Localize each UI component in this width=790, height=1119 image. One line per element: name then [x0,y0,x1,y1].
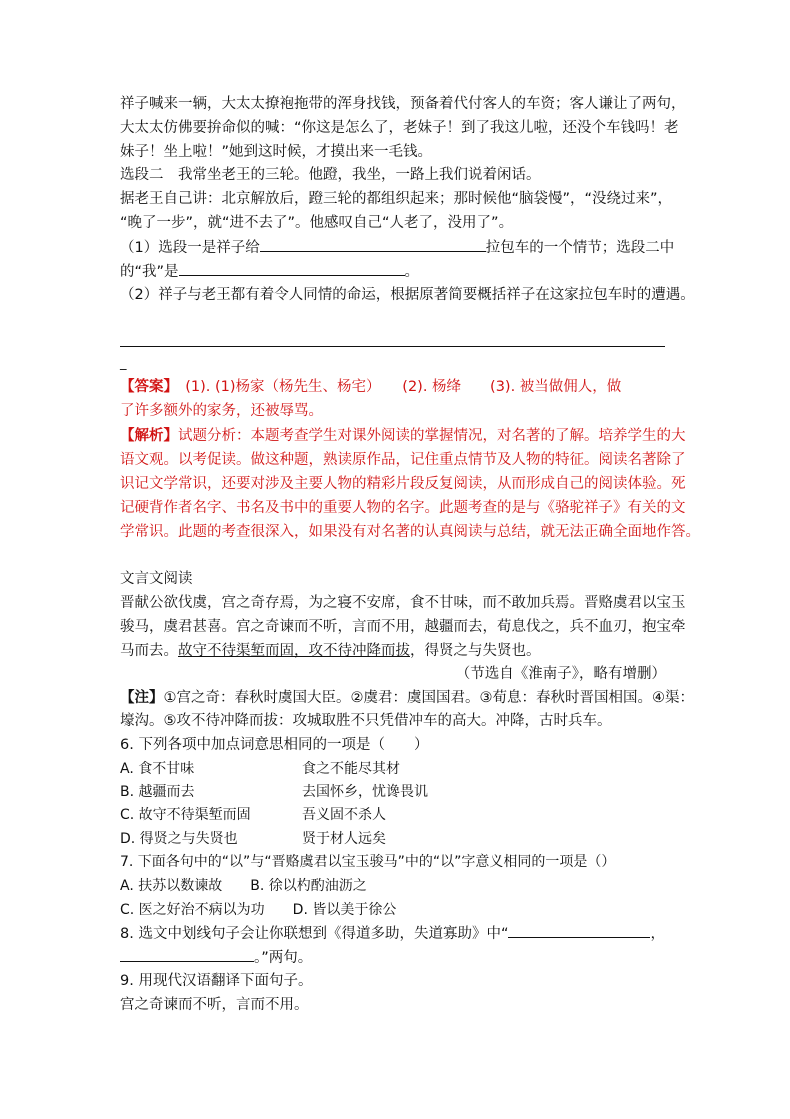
question-1-line [120,260,419,283]
question-8-text: 。”两句。 [254,950,313,966]
question-1-text: （1）选段一是祥子给 [120,240,260,256]
question-7-options[interactable]: A. 扶苏以数谏故 B. 徐以杓酌油沥之 [120,878,367,894]
question-1-text: 。 [404,264,420,280]
answer-blank[interactable] [260,236,486,252]
answer-line [120,376,621,398]
option-b-pair: 去国怀乡，忧谗畏讥 [302,784,428,800]
question-8-text: 8. 选文中划线句子会让你联想到《得道多助，失道寡助》中“ [120,926,509,942]
note-text: 壕沟。⑤攻不待冲降而拔：攻城取胜不只凭借冲车的高大。冲降，古时兵车。 [120,713,612,729]
answer-text: (1). (1)杨家（杨先生、杨宅） (2). 杨绛 (3). 被当做佣人，做 [170,379,622,395]
question-6-stem: 6. 下列各项中加点词意思相同的一项是（ ） [120,737,429,753]
answer-text: 了许多额外的家务，还被辱骂。 [120,403,323,419]
analysis-text: 学常识。此题的考查很深入，如果没有对名著的认真阅读与总结，就无法正确全面地作答。 [120,524,700,540]
note-text: ①宫之奇：春秋时虞国大臣。②虞君：虞国国君。③荀息：春秋时晋国相国。④渠： [163,690,694,706]
option-left: B. 越疆而去 [120,784,195,800]
option-left: A. 食不甘味 [120,761,195,777]
question-9-sentence: 宫之奇谏而不听，言而不用。 [120,997,309,1013]
passage-line: “晚了一步”，就“进不去了”。他感叹自己“人老了，没用了”。 [120,215,514,231]
option-d[interactable] [120,828,238,850]
answer-label: 【答案】 [120,379,171,395]
question-1-text: 拉包车的一个情节；选段二中 [485,240,675,256]
question-7-options[interactable]: C. 医之好治不病以为功 D. 皆以美于徐公 [120,902,397,918]
answer-blank[interactable] [508,922,650,938]
analysis-line [120,425,686,447]
option-d-pair: 贤于材人远矣 [302,831,386,847]
note-line [120,687,694,709]
underlined-sentence: 故守不待渠堑而固，攻不待冲降而拔 [178,643,410,659]
source-note: （节选自《淮南子》，略有增删） [455,666,666,682]
answer-blank[interactable] [120,946,254,962]
question-1-text: 的“我”是 [120,264,179,280]
passage-line: 祥子喊来一辆，大太太撩袍拖带的浑身找钱，预备着代付客人的车资；客人谦让了两句， [120,96,686,112]
analysis-text: 试题分析：本题考查学生对课外阅读的掌握情况，对名著的了解。培养学生的大 [178,428,686,444]
answer-line[interactable] [120,346,665,347]
passage-line: 大太太仿佛要拚命似的喊：“你这是怎么了，老妹子！到了我这儿啦，还没个车钱吗！老 [120,120,679,136]
option-a[interactable] [120,758,194,780]
analysis-label: 【解析】 [120,428,178,444]
analysis-text: 语文观。以考促读。做这种题，熟读原作品，记住重点情节及人物的特征。阅读名著除了 [120,452,686,468]
question-9-stem: 9. 用现代汉语翻译下面句子。 [120,973,313,989]
note-label: 【注】 [120,690,164,706]
classical-text: 马而去。 [120,643,178,659]
analysis-text: 识记文学常识，还要对涉及主要人物的精彩片段反复阅读，从而形成自己的阅读体验。死 [120,476,686,492]
question-8-line [120,946,312,969]
question-2: （2）祥子与老王都有着令人同情的命运，根据原著简要概括祥子在这家拉包车时的遭遇。 [120,287,695,303]
underscore-mark: _ [120,356,127,371]
option-c-pair: 吾义固不杀人 [302,807,386,823]
option-left: D. 得贤之与失贤也 [120,831,238,847]
question-1-line [120,236,674,259]
classical-line: 晋献公欲伐虞，宫之奇存焉，为之寝不安席，食不甘味，而不敢加兵焉。晋赂虞君以宝玉 [120,595,686,611]
passage-line: 据老王自己讲：北京解放后，蹬三轮的都组织起来；那时候他“脑袋慢”，“没绕过来”， [120,191,673,207]
option-a-pair: 食之不能尽其材 [302,761,400,777]
answer-blank[interactable] [179,260,405,276]
option-c[interactable] [120,804,251,826]
classical-line [120,640,541,662]
question-8-text: ， [650,926,665,942]
question-7-stem: 7. 下面各句中的“以”与“晋赂虞君以宝玉骏马”中的“以”字意义相同的一项是（） [120,854,616,870]
option-left: C. 故守不待渠堑而固 [120,807,251,823]
question-8-line [120,922,665,945]
passage-line: 妹子！坐上啦！”她到这时候，才摸出来一毛钱。 [120,144,433,160]
analysis-text: 记硬背作者名字、书名及书中的重要人物的名字。此题考查的是与《骆驼祥子》有关的文 [120,500,686,516]
classical-text: ，得贤之与失贤也。 [410,643,541,659]
passage-line: 选段二 我常坐老王的三轮。他蹬，我坐，一路上我们说着闲话。 [120,167,541,183]
option-b[interactable] [120,781,195,803]
classical-line: 骏马，虞君甚喜。宫之奇谏而不听，言而不用，越疆而去，荀息伐之，兵不血刃，抱宝牵 [120,619,686,635]
section-heading: 文言文阅读 [120,571,193,587]
